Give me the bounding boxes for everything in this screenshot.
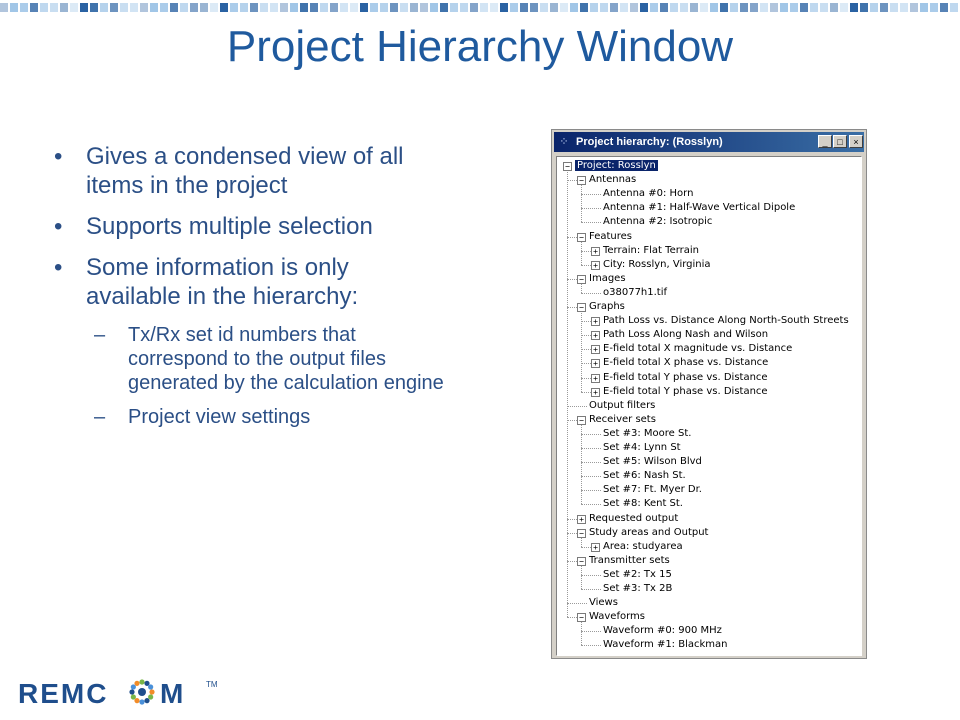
tree-node[interactable] <box>589 512 678 526</box>
tree-node[interactable] <box>603 497 683 511</box>
tree-node[interactable] <box>603 568 672 582</box>
minimize-button[interactable]: _ <box>818 135 832 148</box>
logo-ring-dot <box>139 699 144 704</box>
bullet-marker: • <box>54 254 63 281</box>
band-square <box>920 3 928 12</box>
tree-node-label: Set #6: Nash St. <box>603 470 686 482</box>
band-square <box>550 3 558 12</box>
tree-node-label: Features <box>589 230 632 242</box>
band-square <box>100 3 108 12</box>
tree-node[interactable] <box>603 483 702 497</box>
expand-icon[interactable]: + <box>577 515 586 524</box>
tree-node-label: Terrain: Flat Terrain <box>603 244 700 256</box>
expand-icon[interactable]: + <box>591 261 600 270</box>
band-square <box>210 3 218 12</box>
band-square <box>540 3 548 12</box>
band-square <box>460 3 468 12</box>
tree-connector <box>567 603 587 604</box>
tree-node-label: Set #3: Tx 2B <box>603 583 673 594</box>
band-square <box>680 3 688 12</box>
tree-node[interactable] <box>589 596 618 610</box>
tree-connector <box>581 631 601 632</box>
bullet-text: Gives a condensed view of all items in the project <box>86 143 404 199</box>
band-square <box>510 3 518 12</box>
band-square <box>490 3 498 12</box>
logo-ring-dot <box>131 684 136 689</box>
collapse-icon[interactable]: − <box>577 557 586 566</box>
tree-node[interactable] <box>603 441 681 455</box>
maximize-button[interactable]: □ <box>833 135 847 148</box>
tree-connector <box>581 293 601 294</box>
band-square <box>180 3 188 12</box>
tree-node-label: E-field total Y phase vs. Distance <box>603 385 768 397</box>
tree-connector <box>581 504 601 505</box>
tree-node-label: Set #2: Tx 15 <box>603 568 672 580</box>
band-square <box>250 3 258 12</box>
logo-ring-dot <box>139 679 144 684</box>
band-square <box>610 3 618 12</box>
tree-node-label: Antenna #2: Isotropic <box>603 216 713 228</box>
band-square <box>690 3 698 12</box>
bullet-item <box>48 212 448 241</box>
band-square <box>730 3 738 12</box>
tree-connector <box>581 476 601 477</box>
logo-ring-dot <box>144 681 149 686</box>
expand-icon[interactable]: + <box>591 359 600 368</box>
tree-node[interactable] <box>603 624 722 638</box>
band-square <box>950 3 958 12</box>
tree-connector <box>581 462 601 463</box>
band-square <box>240 3 248 12</box>
logo-ring-dot <box>129 689 134 694</box>
band-square <box>40 3 48 12</box>
tree-node-label: Waveforms <box>589 611 645 623</box>
tree-node[interactable] <box>603 342 792 356</box>
band-square <box>260 3 268 12</box>
tree-node-label: Set #3: Moore St. <box>603 427 692 439</box>
band-square <box>390 3 398 12</box>
tree-node-label: Requested output <box>589 512 679 524</box>
collapse-icon[interactable]: − <box>577 303 586 312</box>
logo-ring-dot <box>148 694 153 699</box>
bullet-text: Some information is only available in the hierarchy: <box>86 254 359 310</box>
sub-bullet-marker: – <box>94 406 106 428</box>
collapse-icon[interactable]: − <box>577 416 586 425</box>
tree-node[interactable] <box>603 215 712 229</box>
band-square <box>440 3 448 12</box>
band-square <box>890 3 898 12</box>
band-square <box>80 3 88 12</box>
band-square <box>840 3 848 12</box>
collapse-icon[interactable]: − <box>577 176 586 185</box>
band-square <box>740 3 748 12</box>
band-square <box>580 3 588 12</box>
tree-node[interactable] <box>603 286 667 300</box>
band-square <box>320 3 328 12</box>
tree-node[interactable] <box>603 244 699 258</box>
band-square <box>940 3 948 12</box>
band-square <box>50 3 58 12</box>
tree-connector <box>581 434 601 435</box>
band-square <box>90 3 98 12</box>
collapse-icon[interactable]: − <box>577 613 586 622</box>
tree-node[interactable] <box>603 385 768 399</box>
band-square <box>790 3 798 12</box>
band-square <box>820 3 828 12</box>
band-square <box>700 3 708 12</box>
tree-node-label: Path Loss vs. Distance Along North-South Streets <box>603 315 849 327</box>
expand-icon[interactable]: + <box>591 388 600 397</box>
bullet-marker: • <box>54 213 63 240</box>
sub-bullet-text: Tx/Rx set id numbers that correspond to the output files generated by the calculation engine <box>128 324 444 394</box>
app-icon: ⁘ <box>559 136 569 148</box>
window-title: Project hierarchy: (Rosslyn) <box>576 136 723 148</box>
band-square <box>120 3 128 12</box>
band-square <box>750 3 758 12</box>
tree-node[interactable] <box>603 455 702 469</box>
tree-node-label: Waveform #0: 900 MHz <box>603 625 722 637</box>
tree-node-label: Set #7: Ft. Myer Dr. <box>603 484 702 496</box>
tree-node[interactable] <box>603 638 728 652</box>
tree-node-label: o38077h1.tif <box>603 286 668 298</box>
tree-connector <box>581 490 601 491</box>
tree-connector <box>581 183 582 222</box>
tree-node-label: City: Rosslyn, Virginia <box>603 258 711 270</box>
tree-node-label: Output filters <box>589 399 656 411</box>
tree-connector <box>581 208 601 209</box>
band-square <box>760 3 768 12</box>
tree-connector <box>581 620 582 645</box>
tree-node[interactable] <box>589 413 656 427</box>
band-square <box>410 3 418 12</box>
tree-connector <box>581 240 582 265</box>
tree-node-label: Set #5: Wilson Blvd <box>603 456 702 468</box>
band-square <box>650 3 658 12</box>
band-square <box>660 3 668 12</box>
band-square <box>420 3 428 12</box>
band-square <box>290 3 298 12</box>
tree-connector <box>567 406 587 407</box>
band-square <box>830 3 838 12</box>
tree-connector <box>581 222 601 223</box>
logo-o-icon <box>128 678 156 706</box>
tree-node[interactable] <box>603 314 849 328</box>
tree-node[interactable] <box>603 187 693 201</box>
tree-node-label: Graphs <box>589 301 625 312</box>
logo-ring-dot <box>149 689 154 694</box>
band-square <box>560 3 568 12</box>
collapse-icon[interactable]: − <box>577 275 586 284</box>
tree-node-label: Antennas <box>589 174 637 186</box>
tree-node-label: Images <box>589 272 626 284</box>
tree-node[interactable] <box>603 356 768 370</box>
band-square <box>430 3 438 12</box>
band-square <box>630 3 638 12</box>
band-square <box>30 3 38 12</box>
bullet-text: Supports multiple selection <box>86 213 373 240</box>
band-square <box>480 3 488 12</box>
band-square <box>360 3 368 12</box>
tree-node[interactable] <box>589 300 625 314</box>
tree-node[interactable] <box>603 258 711 272</box>
tree-node[interactable] <box>575 159 658 173</box>
tree-node-label: Transmitter sets <box>589 554 670 566</box>
tree-node-label: Set #4: Lynn St <box>603 442 681 453</box>
collapse-icon[interactable]: − <box>577 529 586 538</box>
tree-node[interactable] <box>589 399 655 413</box>
band-square <box>300 3 308 12</box>
band-square <box>230 3 238 12</box>
tree-node[interactable] <box>603 469 686 483</box>
logo-trademark: TM <box>206 680 218 689</box>
band-square <box>910 3 918 12</box>
tree-node[interactable] <box>603 540 683 554</box>
expand-icon[interactable]: + <box>591 543 600 552</box>
band-square <box>340 3 348 12</box>
band-square <box>770 3 778 12</box>
band-square <box>330 3 338 12</box>
tree-connector <box>581 194 601 195</box>
logo-ring-dot <box>134 681 139 686</box>
band-square <box>140 3 148 12</box>
bullet-marker: • <box>54 143 63 170</box>
band-square <box>310 3 318 12</box>
close-button[interactable]: × <box>849 135 863 148</box>
band-square <box>20 3 28 12</box>
band-square <box>10 3 18 12</box>
band-square <box>400 3 408 12</box>
band-square <box>170 3 178 12</box>
band-square <box>780 3 788 12</box>
logo-ring-dot <box>144 698 149 703</box>
tree-node[interactable] <box>603 201 795 215</box>
band-square <box>860 3 868 12</box>
band-square <box>500 3 508 12</box>
bullet-item <box>48 142 448 200</box>
tree-node[interactable] <box>589 526 708 540</box>
tree-connector <box>581 423 582 505</box>
tree-node-label: E-field total Y phase vs. Distance <box>603 371 768 383</box>
tree-connector <box>581 564 582 589</box>
tree-node[interactable] <box>589 554 670 568</box>
logo-ring-dot <box>134 698 139 703</box>
sub-bullet-item <box>48 405 448 429</box>
band-square <box>520 3 528 12</box>
expand-icon[interactable]: + <box>591 345 600 354</box>
hierarchy-tree[interactable] <box>556 156 862 656</box>
logo-text-left: REMC <box>18 678 109 709</box>
tree-node[interactable] <box>603 328 768 342</box>
bullet-item <box>48 253 448 311</box>
band-square <box>620 3 628 12</box>
band-square <box>160 3 168 12</box>
expand-icon[interactable]: + <box>591 317 600 326</box>
band-square <box>370 3 378 12</box>
tree-node[interactable] <box>589 610 645 624</box>
tree-node-label: Area: studyarea <box>603 540 683 552</box>
band-square <box>270 3 278 12</box>
band-square <box>60 3 68 12</box>
sub-bullet-text: Project view settings <box>128 406 311 428</box>
tree-node[interactable] <box>589 230 632 244</box>
tree-node-label: E-field total X magnitude vs. Distance <box>603 343 793 355</box>
band-square <box>720 3 728 12</box>
tree-connector <box>581 589 601 590</box>
band-square <box>900 3 908 12</box>
band-square <box>880 3 888 12</box>
band-square <box>110 3 118 12</box>
tree-connector <box>581 575 601 576</box>
tree-node[interactable] <box>589 272 626 286</box>
band-square <box>280 3 288 12</box>
tree-connector <box>581 310 582 392</box>
band-square <box>190 3 198 12</box>
window-titlebar[interactable] <box>554 132 864 152</box>
tree-node-label: Path Loss Along Nash and Wilson <box>603 329 769 341</box>
expand-icon[interactable]: + <box>591 374 600 383</box>
band-square <box>640 3 648 12</box>
tree-node-label: Receiver sets <box>589 413 656 425</box>
band-square <box>590 3 598 12</box>
collapse-icon[interactable]: − <box>563 162 572 171</box>
band-square <box>710 3 718 12</box>
tree-node-label: Antenna #1: Half-Wave Vertical Dipole <box>603 202 796 214</box>
band-square <box>450 3 458 12</box>
band-square <box>0 3 8 12</box>
tree-node[interactable] <box>603 371 768 385</box>
tree-node-label: Project: Rosslyn <box>577 160 656 171</box>
band-square <box>930 3 938 12</box>
tree-node-label: Antenna #0: Horn <box>603 188 694 200</box>
band-square <box>800 3 808 12</box>
logo-ring-dot <box>148 684 153 689</box>
band-square <box>70 3 78 12</box>
project-hierarchy-window <box>551 129 867 659</box>
band-square <box>150 3 158 12</box>
logo-text-right: M <box>160 678 186 709</box>
tree-connector <box>581 448 601 449</box>
tree-node-label: E-field total X phase vs. Distance <box>603 357 769 369</box>
tree-connector <box>581 645 601 646</box>
decorative-top-band <box>0 0 960 20</box>
expand-icon[interactable]: + <box>591 247 600 256</box>
band-square <box>530 3 538 12</box>
band-square <box>200 3 208 12</box>
tree-node[interactable] <box>603 427 691 441</box>
bullet-list <box>48 142 448 439</box>
sub-bullet-marker: – <box>94 324 106 346</box>
band-square <box>850 3 858 12</box>
collapse-icon[interactable]: − <box>577 233 586 242</box>
sub-bullet-item <box>48 323 448 395</box>
tree-node-label: Waveform #1: Blackman <box>603 639 728 651</box>
band-square <box>570 3 578 12</box>
slide-title: Project Hierarchy Window <box>226 22 734 71</box>
band-square <box>670 3 678 12</box>
tree-node[interactable] <box>589 173 636 187</box>
band-square <box>810 3 818 12</box>
band-square <box>600 3 608 12</box>
tree-node[interactable] <box>603 582 672 596</box>
band-square <box>350 3 358 12</box>
tree-node-label: Set #8: Kent St. <box>603 498 683 510</box>
logo-ring-dot <box>131 694 136 699</box>
expand-icon[interactable]: + <box>591 331 600 340</box>
tree-node-label: Study areas and Output <box>589 526 709 538</box>
band-square <box>220 3 228 12</box>
tree-node-label: Views <box>589 597 618 609</box>
band-square <box>130 3 138 12</box>
band-square <box>380 3 388 12</box>
band-square <box>870 3 878 12</box>
band-square <box>470 3 478 12</box>
